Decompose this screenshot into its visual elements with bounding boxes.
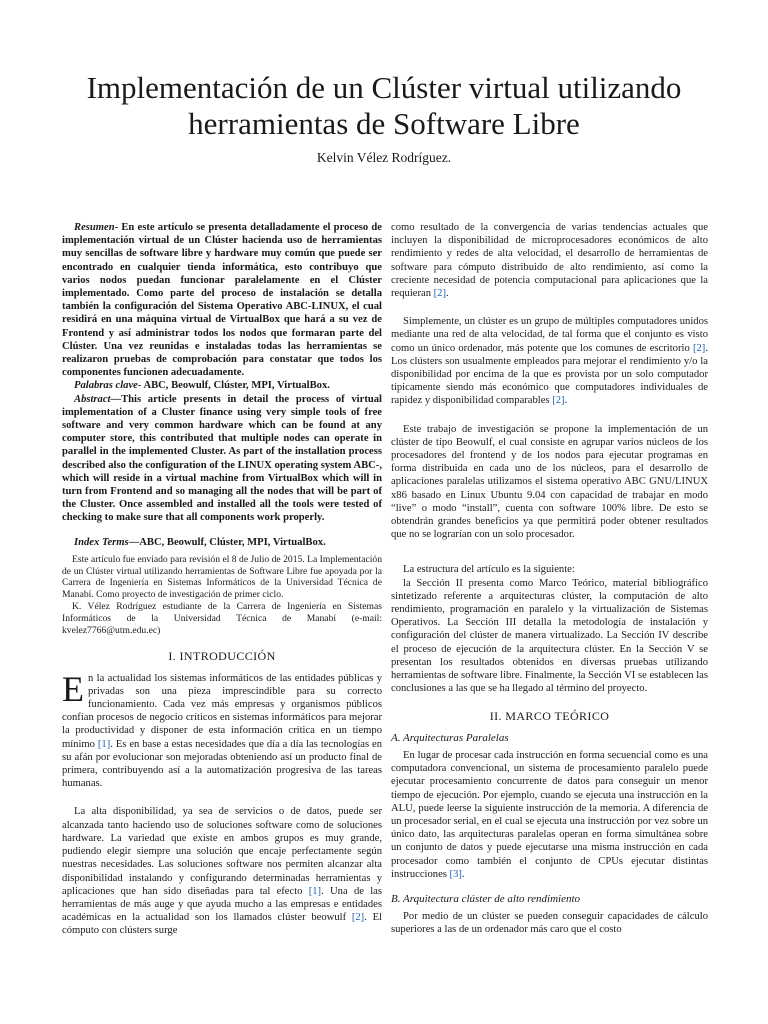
citation-link[interactable]: [2] xyxy=(552,395,565,407)
abstract-label: Abstract xyxy=(74,393,111,405)
subsection-a-paragraph: En lugar de procesar cada instrucción en forma secuencial como es una computadora convencional, un sistema de procesamiento paralelo puede ejecutar procesamiento concurrente de datos para conseguir un menor tiempo de ejecución. Por ejemplo, cuando se ejecuta una instrucción en la ALU, puede leerse la siguiente instrucción de la memoria. A diferencia de un procesador serial, en el cual se ejecuta una instrucción por vez sobre un único dato, las arquitecturas paralelas operan en forma simultánea sobre un conjunto de datos y puede ejecutarse una misma instrucción en cada procesador como también el conjunto de CPUs ejecutar distintas instrucciones [3]. xyxy=(391,749,708,880)
intro-paragraph-1: En la actualidad los sistemas informáticos de las entidades públicas y privadas son una pieza imprescindible para su correcto funcionamiento. Cada vez más empresas y organismos públicos confían procesos de negocio críticos en sistemas informáticos para mejorar la productividad y disponer de esta información crítica en un tiempo mínimo [1]. Es en base a estas necesidades que día a día las tecnologías en su afán por evolucionar son mejoradas obteniendo así un producto final de primera, contribuyendo así a la automatización progresiva de las tareas humanas. xyxy=(62,668,383,790)
citation-link[interactable]: [2] xyxy=(433,288,447,300)
resumen-paragraph: Resumen- En este artículo se presenta detalladamente el proceso de implementación virtual de un Clúster hacienda uso de herramientas muy sencillas de software libre y hardware muy común que puede ser encontrado en cualquier tienda informática, esto contribuyo que varios nodos puedan funcionar paralelamente en el Clúster implementado. Como parte del proceso de instalación se detalla también la configuración del Sistema Operativo ABC-LINUX, el cual residirá en una máquina virtual de VirtualBox que hará a su vez de Frontend y así administrar todos los nodos que formaran parte del Clúster. Una vez reunidas e instaladas todas las herramientas se realizaron pruebas de comprobación para constatar que todos los componentes funcionen adecuadamente. xyxy=(62,222,382,379)
right-column xyxy=(391,221,708,937)
palabras-clave: Palabras clave- ABC, Beowulf, Clúster, MPI, VirtualBox. xyxy=(74,380,330,392)
section-heading-marco-teorico: II. MARCO TEÓRICO xyxy=(489,708,610,723)
resumen-label: Resumen- xyxy=(74,222,119,233)
citation-link[interactable]: [1] xyxy=(97,738,111,750)
footnote-author: K. Vélez Rodríguez estudiante de la Carrera de Ingeniería en Sistemas Informáticos de la Universidad Técnica de Manabí (e-mail: kvelez7766@utm.edu.ec) xyxy=(62,601,382,636)
title-line-1: Implementación de un Clúster virtual utilizando xyxy=(86,70,682,105)
section-heading-introduccion: I. INTRODUCCIÓN xyxy=(168,649,276,664)
right-paragraph-3: Este trabajo de investigación se propone la implementación de un clúster de tipo Beowulf, el cual consiste en agrupar varios núcleos de los procesadores del frontend y de los nodos para ejecutar programas en forma distribuida en cada uno de los núcleos, para el desarrollo de aplicaciones paralelas utilizamos el sistema operativo ABC GNU/LINUX x86 basado en Linux Ubuntu 9.04 con capacidad de trabajar en modo “live” o modo “install”, cuenta con software 100% libre. De esto se obtendrán grandes beneficios ya que permitirá poder obtener resultados que no se lograrían con un solo procesador. xyxy=(391,423,708,541)
structure-paragraph: la Sección II presenta como Marco Teórico, material bibliográfico sintetizado referente a arquitecturas clúster, la computación de alto rendimiento, programación en paralelo y la virtualización de Sistemas Operativos. La Sección III detalla la metodología de instalación y configuración del clúster de manera virtualizado. La Sección IV describe el proceso de ejecución de la arquitectura clúster. En la Sección V se presentan los resultados obtenidos en diversas pruebas utilizando herramientas de software libre. Finalmente, la Sección VI se establecen las conclusiones a las que se ha llegado al término del proyecto. xyxy=(391,577,708,695)
intro-paragraph-2: La alta disponibilidad, ya sea de servicios o de datos, puede ser alcanzada tanto haciendo uso de soluciones software como de soluciones hardware. La variedad que existe en ambos grupos es muy grande, pudiendo elegir siempre una solución que encaje perfectamente según nuestras necesidades. Las soluciones software nos permiten alcanzar alta disponibilidad instalando y configurando determinadas herramientas y aplicaciones que han sido diseñadas para tal efecto [1]. Una de las herramientas de más auge y que ayuda mucho a las empresas e entidades académicas en la actualidad son los llamados clúster beowulf [2]. El cómputo con clústers surge xyxy=(62,806,383,937)
right-paragraph-1: como resultado de la convergencia de varias tendencias actuales que incluyen la disponibilidad de microprocesadores económicos de alto rendimiento y redes de alta velocidad, el desarrollo de herramientas de software para cómputo distribuido de alto rendimiento, así como la creciente necesidad de potencia computacional para aplicaciones que la requieran [2]. xyxy=(391,222,708,300)
drop-cap: E xyxy=(62,668,84,709)
citation-link[interactable]: [3] xyxy=(449,868,462,880)
title-line-2: herramientas de Software Libre xyxy=(188,106,580,141)
subsection-b-paragraph: Por medio de un clúster se pueden conseguir capacidades de cálculo superiores a las de un ordenador más caro que el costo xyxy=(391,911,708,936)
right-paragraph-2: Simplemente, un clúster es un grupo de múltiples computadores unidos mediante una red de alta velocidad, de tal forma que el conjunto es visto como un único ordenador, más potente que los comunes de escritorio [2]. Los clústers son usualmente empleados para mejorar el rendimiento y/o la disponibilidad por encima de la que es provista por un solo computador típicamente siendo más económico que computadores individuales de rapidez y disponibilidad comparables [2]. xyxy=(391,316,708,407)
structure-intro-line: La estructura del artículo es la siguiente: xyxy=(403,564,575,576)
abstract-paragraph: Abstract—This article presents in detail the process of virtual implementation of a Cluster finance using very simple tools of free software and very common hardware which can be found at any computer store, this contributed that multiple nodes can operate in parallel in the implemented Cluster. As part of the installation process described also the configuration of the LINUX operating system ABC-, which will reside in a virtual machine from VirtualBox which will in turn from Frontend and so managing all the nodes that will be part of the Cluster. Once assembled and installed all the tools were tested of checking to make sure that all components work properly. xyxy=(62,393,382,524)
subsection-heading-a: A. Arquitecturas Paralelas xyxy=(391,731,509,744)
index-terms: Index Terms—ABC, Beowulf, Clúster, MPI, VirtualBox. xyxy=(74,536,326,548)
paper-title xyxy=(0,70,768,142)
subsection-heading-b: B. Arquitectura clúster de alto rendimiento xyxy=(391,892,581,905)
left-column xyxy=(62,221,382,938)
citation-link[interactable]: [1] xyxy=(308,885,322,897)
citation-link[interactable]: [2] xyxy=(351,912,365,924)
index-label: Index Terms xyxy=(74,536,129,548)
citation-link[interactable]: [2] xyxy=(692,342,706,354)
palabras-label: Palabras clave- xyxy=(74,380,142,392)
footnote-submission: Este artículo fue enviado para revisión el 8 de Julio de 2015. La Implementación de un Clúster virtual utilizando herramientas de Software Libre fue apoyada por la Carrera de Ingeniería en Sistemas Informáticos de la Universidad Técnica de Manabí. Como proyecto de investigación de primer ciclo. xyxy=(62,553,382,601)
author-name: Kelvin Vélez Rodríguez. xyxy=(316,150,452,165)
